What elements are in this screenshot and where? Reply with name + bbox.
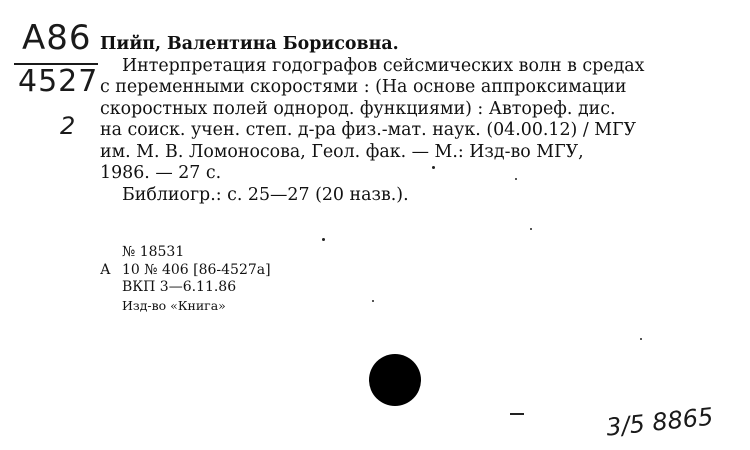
shelf-mark-top: А86 [22, 18, 92, 58]
record-line-1: Интерпретация годографов сейсмических волн в средах [122, 55, 645, 76]
imprint-letter: А [100, 261, 111, 278]
record-line-2: с переменными скоростями : (На основе аппроксимации [100, 77, 627, 97]
speck [530, 228, 532, 230]
inventory-mark: 3/5 8865 [604, 402, 715, 442]
speck [515, 178, 517, 180]
punch-hole [369, 354, 421, 406]
publisher-line: Изд-во «Книга» [122, 297, 226, 313]
imprint-block [100, 244, 271, 314]
record-line-6: 1986. — 27 с. [100, 163, 222, 183]
speck [432, 166, 435, 169]
record-line-5: им. М. В. Ломоносова, Геол. фак. — М.: Изд-во МГУ, [100, 141, 584, 162]
registration-number: 10 № 406 [86-4527а] [122, 261, 271, 278]
record-line-4: на соиск. учен. степ. д-ра физ.-мат. наук. (04.00.12) / МГУ [100, 120, 637, 140]
speck [640, 338, 642, 340]
stray-mark [510, 413, 524, 415]
record-line-3: скоростных полей однород. функциями) : Автореф. дис. [100, 98, 616, 119]
speck [372, 300, 374, 302]
copies-mark: 2 [60, 112, 76, 140]
vkp-line: ВКП 3—6.11.86 [122, 279, 237, 295]
card-number: № 18531 [122, 244, 185, 260]
author-heading: Пийп, Валентина Борисовна. [100, 34, 399, 54]
bibliographic-record [100, 34, 712, 206]
shelf-mark-bottom: 4527 [18, 64, 99, 99]
speck [322, 238, 325, 241]
bibliography-note: Библиогр.: с. 25—27 (20 назв.). [122, 184, 409, 205]
